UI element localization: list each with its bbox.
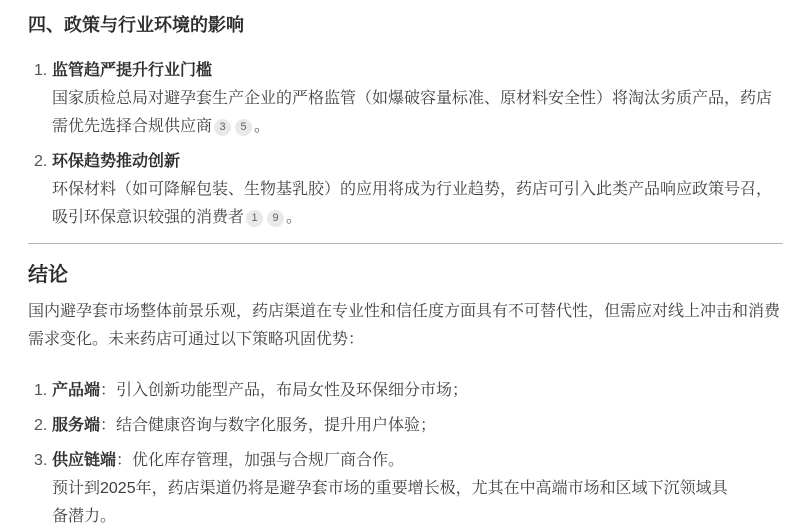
list-item xyxy=(28,447,783,531)
citation-badge[interactable]: 9 xyxy=(267,210,284,227)
section-heading-conclusion: 结论 xyxy=(28,264,68,286)
list-item-title: 产品端 xyxy=(52,382,101,399)
list-item xyxy=(28,377,783,405)
list-item-sentence: 环保材料（如可降解包装、生物基乳胶）的应用将成为行业趋势，药店可引入此类产品响应政策号召，吸引环保意识较强的消费者 xyxy=(52,181,773,226)
list-item-sentence: ：引入创新功能型产品，布局女性及环保细分市场； xyxy=(100,382,469,399)
list-marker: 1. xyxy=(34,382,48,399)
policy-list xyxy=(28,57,783,232)
conclusion-list xyxy=(28,377,783,531)
list-marker: 2. xyxy=(34,417,48,434)
list-item-title: 服务端 xyxy=(52,417,101,434)
list-item-title: 环保趋势推动创新 xyxy=(52,153,181,170)
list-item-body xyxy=(52,377,783,405)
citation-badge[interactable]: 1 xyxy=(246,210,263,227)
list-item-title: 监管趋严提升行业门槛 xyxy=(52,62,213,79)
list-marker: 2. xyxy=(34,153,48,170)
list-item-sentence: ：优化库存管理，加强与合规厂商合作。 xyxy=(116,452,405,469)
list-item-body xyxy=(52,57,783,141)
sentence-period: 。 xyxy=(286,209,303,226)
list-item xyxy=(28,57,783,141)
list-item-text xyxy=(52,85,783,141)
list-item xyxy=(28,412,783,440)
list-item xyxy=(28,148,783,232)
list-marker: 3. xyxy=(34,452,48,469)
list-item-body xyxy=(52,447,783,531)
list-marker: 1. xyxy=(34,62,48,79)
conclusion-intro: 国内避孕套市场整体前景乐观，药店渠道在专业性和信任度方面具有不可替代性，但需应对线上冲击和消费需求变化。未来药店可通过以下策略巩固优势： xyxy=(28,303,781,348)
list-item-body xyxy=(52,148,783,232)
list-item-body xyxy=(52,412,783,440)
citation-badge[interactable]: 5 xyxy=(235,119,252,136)
section-heading-policy: 四、政策与行业环境的影响 xyxy=(28,15,244,35)
list-item-line xyxy=(52,447,783,475)
sentence-period: 。 xyxy=(254,118,271,135)
forecast-paragraph: 预计到2025年，药店渠道仍将是避孕套市场的重要增长极，尤其在中高端市场和区域下沉领域具备潜力。 xyxy=(52,480,728,525)
divider xyxy=(28,243,783,244)
list-item-sentence: 国家质检总局对避孕套生产企业的严格监管（如爆破容量标准、原材料安全性）将淘汰劣质产品，药店需优先选择合规供应商 xyxy=(52,90,773,135)
list-item-sentence: ：结合健康咨询与数字化服务，提升用户体验； xyxy=(100,417,437,434)
list-item-title: 供应链端 xyxy=(52,452,117,469)
list-item-text xyxy=(52,176,783,232)
citation-badge[interactable]: 3 xyxy=(214,119,231,136)
